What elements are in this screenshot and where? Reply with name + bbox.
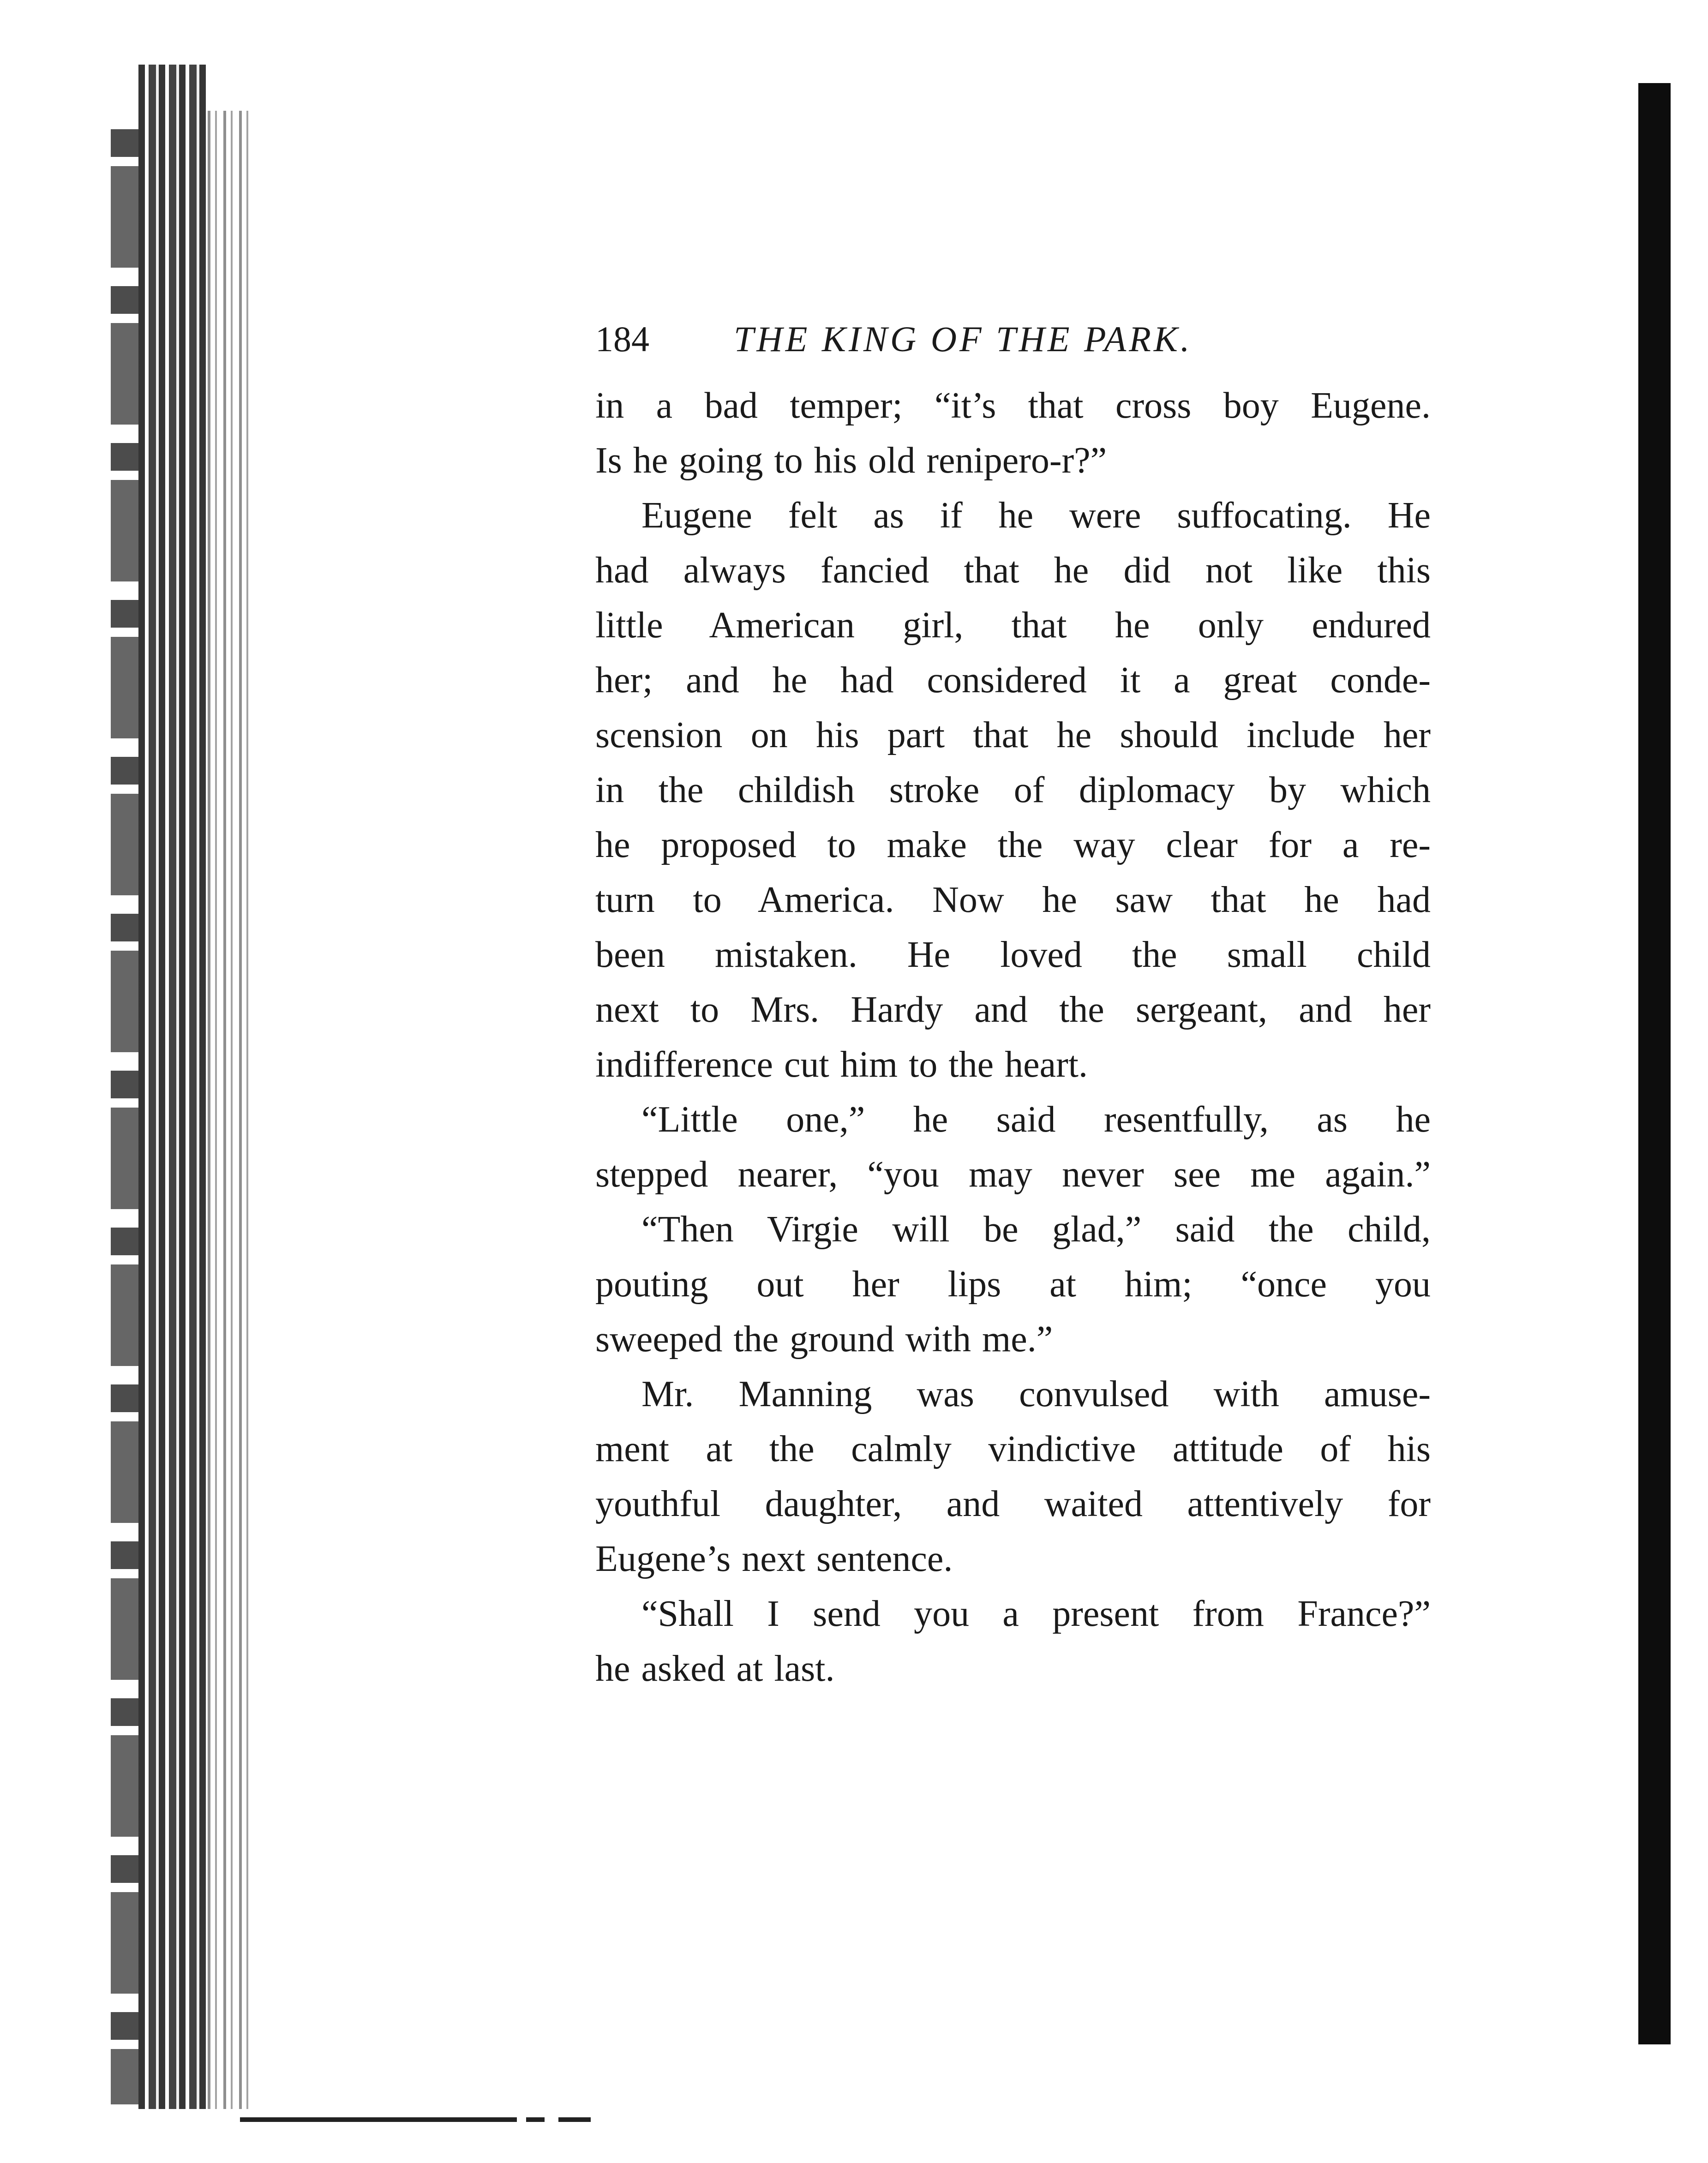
text-line: “Shall I send you a present from France?” <box>641 1594 1431 1634</box>
text-line: ment at the calmly vindictive attitude of his <box>595 1429 1431 1469</box>
text-line: in the childish stroke of diplomacy by which <box>595 770 1431 810</box>
text-line: been mistaken. He loved the small child <box>595 935 1431 975</box>
scan-artifact-left-edge <box>138 65 208 2109</box>
text-line: Eugene’s next sentence. <box>595 1539 953 1579</box>
text-line: had always fancied that he did not like this <box>595 550 1431 591</box>
running-title: THE KING OF THE PARK. <box>734 319 1193 359</box>
text-line: scension on his part that he should include her <box>595 715 1431 755</box>
text-line: he asked at last. <box>595 1648 835 1689</box>
text-line: Eugene felt as if he were suffocating. He <box>641 495 1431 536</box>
text-line: in a bad temper; “it’s that cross boy Eugene. <box>595 385 1431 426</box>
scan-artifact-ticks <box>111 129 138 2104</box>
text-line: indifference cut him to the heart. <box>595 1044 1088 1085</box>
text-line: stepped nearer, “you may never see me again.” <box>595 1154 1431 1195</box>
scan-artifact-bottom-rule <box>240 2117 591 2122</box>
scan-artifact-left-shadow <box>208 111 249 2109</box>
text-line: Mr. Manning was convulsed with amuse- <box>641 1374 1431 1414</box>
text-line: sweeped the ground with me.” <box>595 1319 1053 1360</box>
text-line: Is he going to his old renipero-r?” <box>595 440 1107 481</box>
book-page <box>595 318 1431 1696</box>
text-line: her; and he had considered it a great conde- <box>595 660 1431 701</box>
text-line: he proposed to make the way clear for a re- <box>595 825 1431 865</box>
running-head <box>595 318 1431 360</box>
scan-artifact-right-edge <box>1638 83 1671 2044</box>
body-text <box>595 378 1431 1696</box>
text-line: turn to America. Now he saw that he had <box>595 880 1431 920</box>
text-line: youthful daughter, and waited attentively for <box>595 1484 1431 1524</box>
page-number: 184 <box>595 319 649 359</box>
text-line: next to Mrs. Hardy and the sergeant, and her <box>595 989 1431 1030</box>
text-line: “Then Virgie will be glad,” said the child, <box>641 1209 1431 1250</box>
text-line: little American girl, that he only endured <box>595 605 1431 646</box>
text-line: “Little one,” he said resentfully, as he <box>641 1099 1431 1140</box>
text-line: pouting out her lips at him; “once you <box>595 1264 1431 1305</box>
